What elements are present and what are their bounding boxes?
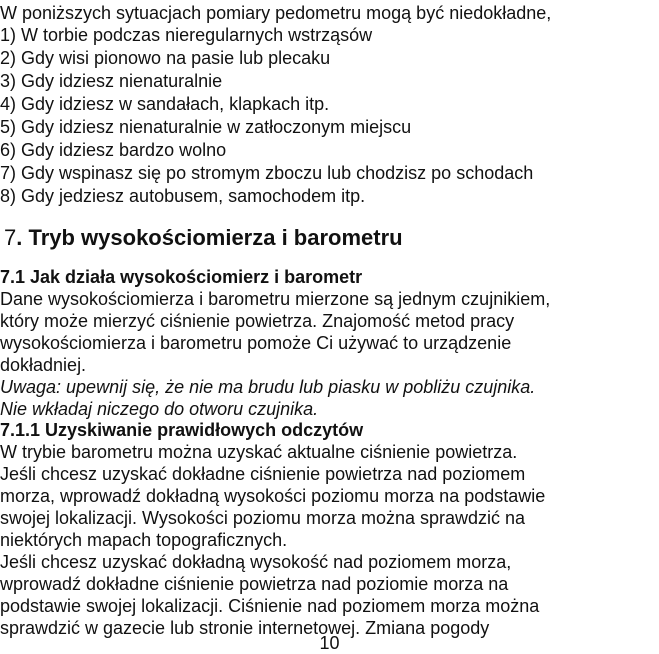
section-title-text: . Tryb wysokościomierza i barometru <box>16 225 403 250</box>
paragraph-line: podstawie swojej lokalizacji. Ciśnienie nad poziomem morza można <box>0 596 540 616</box>
section-number: 7 <box>4 225 17 250</box>
list-item: 2) Gdy wisi pionowo na pasie lub plecaku <box>0 48 331 68</box>
note-line: Nie wkładaj niczego do otworu czujnika. <box>0 399 319 419</box>
section-title <box>4 224 403 252</box>
paragraph-line: który może mierzyć ciśnienie powietrza. Znajomość metod pracy <box>0 311 515 331</box>
intro-line: W poniższych sytuacjach pomiary pedometru mogą być niedokładne, <box>0 3 552 23</box>
subsection-heading: 7.1.1 Uzyskiwanie prawidłowych odczytów <box>0 420 364 440</box>
list-item: 5) Gdy idziesz nienaturalnie w zatłoczonym miejscu <box>0 117 412 137</box>
list-item: 6) Gdy idziesz bardzo wolno <box>0 140 227 160</box>
note-line: Uwaga: upewnij się, że nie ma brudu lub piasku w pobliżu czujnika. <box>0 377 536 397</box>
list-item: 4) Gdy idziesz w sandałach, klapkach itp. <box>0 94 330 114</box>
paragraph-line: W trybie barometru można uzyskać aktualne ciśnienie powietrza. <box>0 442 518 462</box>
list-item: 7) Gdy wspinasz się po stromym zboczu lub chodzisz po schodach <box>0 163 534 183</box>
subsection-heading: 7.1 Jak działa wysokościomierz i barometr <box>0 267 363 287</box>
list-item: 1) W torbie podczas nieregularnych wstrząsów <box>0 25 373 45</box>
paragraph-line: Dane wysokościomierza i barometru mierzone są jednym czujnikiem, <box>0 289 551 309</box>
paragraph-line: Jeśli chcesz uzyskać dokładną wysokość nad poziomem morza, <box>0 552 512 572</box>
paragraph-line: wysokościomierza i barometru pomoże Ci używać to urządzenie <box>0 333 512 353</box>
list-item: 3) Gdy idziesz nienaturalnie <box>0 71 223 91</box>
paragraph-line: wprowadź dokładne ciśnienie powietrza nad poziomie morza na <box>0 574 509 594</box>
list-item: 8) Gdy jedziesz autobusem, samochodem itp. <box>0 186 366 206</box>
paragraph-line: niektórych mapach topograficznych. <box>0 530 288 550</box>
paragraph-line: Jeśli chcesz uzyskać dokładne ciśnienie powietrza nad poziomem <box>0 464 526 484</box>
paragraph-line: sprawdzić w gazecie lub stronie internetowej. Zmiana pogody <box>0 618 490 638</box>
paragraph-line: swojej lokalizacji. Wysokości poziomu morza można sprawdzić na <box>0 508 526 528</box>
paragraph-line: dokładniej. <box>0 355 87 375</box>
paragraph-line: morza, wprowadź dokładną wysokości poziomu morza na podstawie <box>0 486 546 506</box>
page-number: 10 <box>319 633 340 653</box>
